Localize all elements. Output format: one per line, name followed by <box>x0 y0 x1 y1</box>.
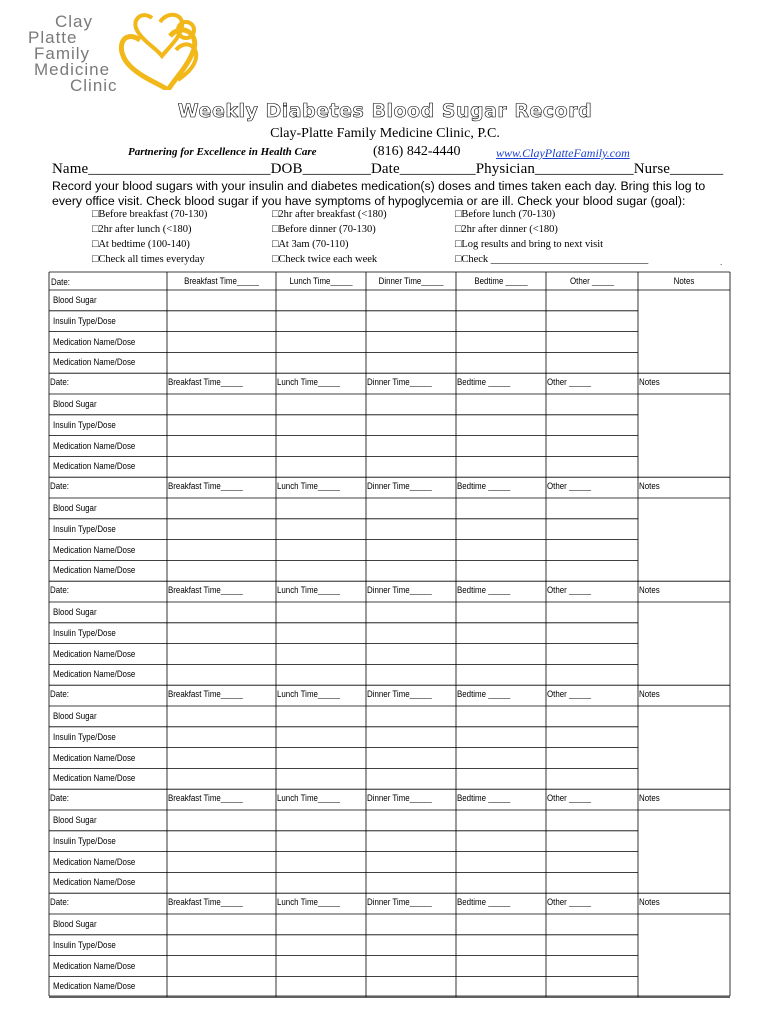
option-at-bedtime[interactable]: □At bedtime (100-140) <box>92 239 190 250</box>
row-label: Insulin Type/Dose <box>53 835 116 846</box>
row-label: Medication Name/Dose <box>53 669 136 680</box>
column-header: Bedtime _____ <box>457 793 511 804</box>
column-header: Notes <box>673 276 695 286</box>
column-header: Breakfast Time_____ <box>168 377 243 388</box>
option-at-3am[interactable]: □At 3am (70-110) <box>272 239 349 250</box>
column-header: Other _____ <box>547 585 592 596</box>
column-header: Lunch Time_____ <box>277 585 340 596</box>
row-label: Medication Name/Dose <box>53 752 136 763</box>
column-header: Dinner Time_____ <box>378 276 444 286</box>
row-label: Medication Name/Dose <box>53 960 136 971</box>
column-header: Lunch Time_____ <box>277 897 340 908</box>
row-label: Medication Name/Dose <box>53 357 136 368</box>
column-header: Other _____ <box>547 793 592 804</box>
column-header: Bedtime _____ <box>457 481 511 492</box>
column-header: Notes <box>639 793 660 804</box>
option-after-dinner[interactable]: □2hr after dinner (<180) <box>455 224 558 235</box>
option-check-twice-weekly[interactable]: □Check twice each week <box>272 254 378 265</box>
clinic-logo <box>22 10 212 100</box>
column-header: Bedtime _____ <box>457 689 511 700</box>
column-header: Other _____ <box>547 689 592 700</box>
column-header: Breakfast Time_____ <box>168 897 243 908</box>
row-label: Blood Sugar <box>53 295 97 305</box>
clinic-phone: (816) 842-4440 <box>373 144 461 159</box>
page-title: Weekly Diabetes Blood Sugar Record <box>177 100 593 122</box>
row-label: Insulin Type/Dose <box>53 731 116 742</box>
row-label: Medication Name/Dose <box>53 565 136 576</box>
column-header: Dinner Time_____ <box>367 585 432 596</box>
row-label: Medication Name/Dose <box>53 336 136 347</box>
column-header: Other _____ <box>569 276 615 286</box>
column-header: Breakfast Time_____ <box>168 481 243 492</box>
column-header: Notes <box>639 481 660 492</box>
logo-word-platte: Platte <box>28 28 78 47</box>
row-label: Insulin Type/Dose <box>53 419 116 430</box>
trailing-dot: . <box>720 258 723 267</box>
date-label: Date: <box>50 377 69 388</box>
column-header: Dinner Time_____ <box>367 689 432 700</box>
row-label: Insulin Type/Dose <box>53 627 116 638</box>
row-label: Medication Name/Dose <box>53 981 136 992</box>
option-check-all-times[interactable]: □Check all times everyday <box>92 254 205 265</box>
row-label: Medication Name/Dose <box>53 648 136 659</box>
column-header: Dinner Time_____ <box>367 897 432 908</box>
date-label: Date: <box>50 585 69 596</box>
row-label: Insulin Type/Dose <box>53 315 116 326</box>
date-label: Date: <box>50 689 69 700</box>
logo-word-clinic: Clinic <box>70 76 118 95</box>
logo-word-clay: Clay <box>55 12 94 31</box>
column-header: Notes <box>639 585 660 596</box>
column-header: Bedtime _____ <box>474 276 528 286</box>
row-label: Medication Name/Dose <box>53 773 136 784</box>
column-header: Notes <box>639 377 660 388</box>
date-label: Date: <box>50 897 69 908</box>
row-label: Blood Sugar <box>53 399 97 409</box>
option-after-breakfast[interactable]: □2hr after breakfast (<180) <box>272 209 387 220</box>
column-header: Lunch Time_____ <box>277 689 340 700</box>
column-header: Lunch Time_____ <box>277 377 340 388</box>
logo-word-family: Family <box>34 44 91 63</box>
column-header: Breakfast Time_____ <box>168 793 243 804</box>
clinic-name: Clay-Platte Family Medicine Clinic, P.C. <box>270 126 500 141</box>
row-label: Blood Sugar <box>53 815 97 825</box>
row-label: Blood Sugar <box>53 607 97 617</box>
column-header: Dinner Time_____ <box>367 793 432 804</box>
row-label: Medication Name/Dose <box>53 461 136 472</box>
column-header: Other _____ <box>547 481 592 492</box>
column-header: Lunch Time_____ <box>277 793 340 804</box>
date-label: Date: <box>51 277 70 287</box>
column-header: Lunch Time_____ <box>277 481 340 492</box>
column-header: Bedtime _____ <box>457 585 511 596</box>
option-check-custom[interactable]: □Check ______________________________ <box>455 254 649 265</box>
option-before-dinner[interactable]: □Before dinner (70-130) <box>272 224 376 235</box>
clinic-tagline: Partnering for Excellence in Health Care <box>128 146 317 158</box>
patient-info-line[interactable]: Name________________________DOB_________Date__________Physician_____________Nurse_______ <box>52 161 724 177</box>
option-before-lunch[interactable]: □Before lunch (70-130) <box>455 209 556 220</box>
row-label: Insulin Type/Dose <box>53 939 116 950</box>
row-label: Blood Sugar <box>53 919 97 929</box>
option-log-results[interactable]: □Log results and bring to next visit <box>455 239 604 250</box>
column-header: Dinner Time_____ <box>367 481 432 492</box>
row-label: Blood Sugar <box>53 503 97 513</box>
column-header: Bedtime _____ <box>457 377 511 388</box>
row-label: Medication Name/Dose <box>53 856 136 867</box>
option-before-breakfast[interactable]: □Before breakfast (70-130) <box>92 209 208 220</box>
column-header: Breakfast Time_____ <box>168 585 243 596</box>
row-label: Medication Name/Dose <box>53 877 136 888</box>
column-header: Bedtime _____ <box>457 897 511 908</box>
column-header: Lunch Time_____ <box>289 276 353 286</box>
row-label: Blood Sugar <box>53 711 97 721</box>
date-label: Date: <box>50 793 69 804</box>
date-label: Date: <box>50 481 69 492</box>
row-label: Insulin Type/Dose <box>53 523 116 534</box>
row-label: Medication Name/Dose <box>53 544 136 555</box>
column-header: Other _____ <box>547 897 592 908</box>
instructions-text: Record your blood sugars with your insulin and diabetes medication(s) doses and times taken each day. Bring this log to every office visit. Check blood sugar if you have symptoms of hypoglycemia or are ill. Check your blood sugar (goal): <box>52 179 706 208</box>
logo-word-medicine: Medicine <box>34 60 111 79</box>
column-header: Notes <box>639 897 660 908</box>
option-after-lunch[interactable]: □2hr after lunch (<180) <box>92 224 192 235</box>
family-hearts-icon <box>112 10 222 90</box>
column-header: Notes <box>639 689 660 700</box>
clinic-website-link[interactable]: www.ClayPlatteFamily.com <box>496 146 630 160</box>
column-header: Breakfast Time_____ <box>168 689 243 700</box>
column-header: Other _____ <box>547 377 592 388</box>
column-header: Dinner Time_____ <box>367 377 432 388</box>
row-label: Medication Name/Dose <box>53 440 136 451</box>
column-header: Breakfast Time_____ <box>184 276 259 286</box>
